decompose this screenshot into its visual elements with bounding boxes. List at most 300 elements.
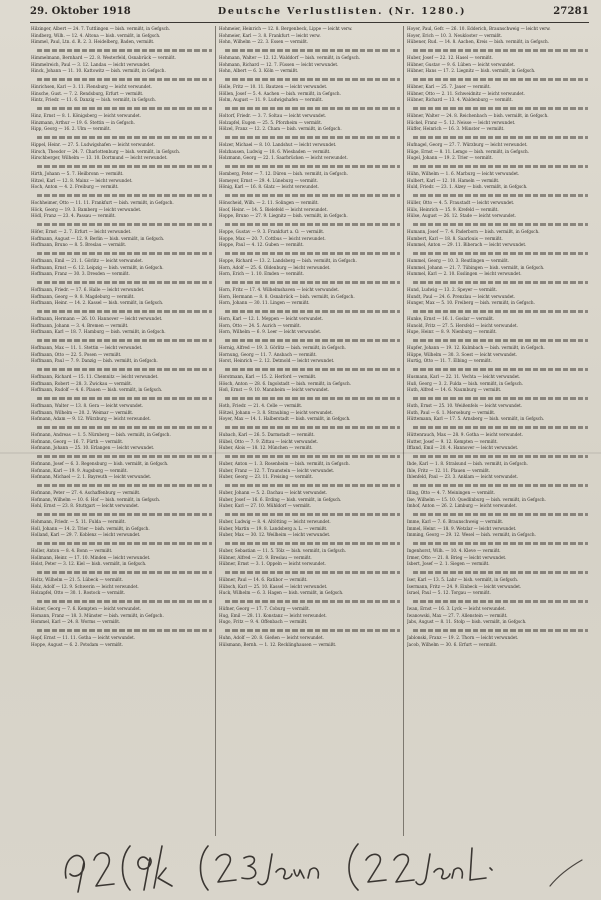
casualty-entry: Hoffmann, Otto — 22. 5. Posen — vermißt. [31,351,122,357]
print-texture [37,484,212,488]
casualty-entry: Huth, Ernst — 25. 10. Weißenfels — leicht verwundet. [407,403,523,408]
casualty-entry: Huber, Anton — 1. 3. Rosenheim — bish. vermißt, in Gefgsch. [219,461,350,466]
column-3 [403,26,591,836]
entry-continuation [31,46,212,56]
print-texture [413,223,588,227]
casualty-entry: Imme, Karl — 7. 6. Braunschweig — vermißt. [407,519,504,524]
casualty-entry: Höck, Georg — 19. 3. Bamberg — leicht verwundet. [31,206,142,212]
casualty-entry: Hoffmann, Paul — 7. 9. Danzig — bish. vermißt, in Gefgsch. [31,358,158,363]
casualty-entry: Holzmann, Georg — 22. 1. Saarbrücken — leicht verwundet. [219,155,348,160]
casualty-entry: Hofmann, Michael — 2. 1. Bayreuth — leicht verwundet. [31,474,152,479]
header-title: Deutsche Verlustlisten. (Nr. 1280.) [217,6,467,17]
casualty-entry: Hitzel, Karl — 12. 8. Mainz — leicht verwundet. [31,177,133,183]
casualty-entry: Holle, Fritz — 10. 11. Bautzen — leicht verwundet. [219,84,328,89]
casualty-entry: Hoffmann, Max — 11. 1. Stettin — leicht verwundet. [31,345,143,350]
print-texture [413,629,588,633]
casualty-entry: Hübner, Gustav — 9. 6. Lüben — leicht verwundet. [407,61,516,67]
casualty-entry: Huber, Georg — 23. 11. Freising — vermißt. [219,474,313,479]
print-texture [37,455,212,459]
casualty-entry: Humbert, Karl — 18. 8. Saarlouis — vermißt. [407,235,503,241]
margin-pencil-mark [546,858,586,888]
print-texture [37,310,212,314]
entry-continuation [407,423,588,433]
casualty-entry: Hugel, Johann — 19. 2. Trier — vermißt. [407,155,493,160]
casualty-entry: Hülsmann, Bernh. — 1. 12. Recklinghausen — vermißt. [219,641,337,647]
entry-continuation [219,481,400,491]
entry-continuation [407,220,588,230]
casualty-entry: Holl, Johann — 14. 2. Trier — bish. vermißt, in Gefgsch. [31,525,150,531]
print-texture [225,78,400,82]
casualty-entry: Hunold, Fritz — 27. 5. Hersfeld — leicht verwundet. [407,322,518,328]
print-texture [225,513,400,517]
casualty-entry: Hofmann, Peter — 27. 4. Aschaffenburg — vermißt. [31,490,141,495]
print-texture [413,49,588,53]
casualty-entry: Hoffmann, Richard — 15. 11. Chemnitz — leicht verwundet. [31,374,159,379]
casualty-entry: Jablonski, Franz — 19. 2. Thorn — leicht verwundet. [407,635,519,640]
casualty-entry: Hüppe, Wilhelm — 30. 3. Soest — leicht verwundet. [407,351,518,357]
entry-continuation [219,423,400,433]
print-texture [225,339,400,343]
casualty-entry: Hüttenrauch, Max — 28. 9. Gotha — leicht verwundet. [407,432,523,437]
casualty-entry: Hoppe, Paul — 4. 12. Guben — vermißt. [219,242,304,247]
header-date: 29. Oktober 1918 [30,6,131,17]
entry-continuation [31,307,212,317]
casualty-entry: Isbert, Josef — 2. 1. Siegen — vermißt. [407,561,490,566]
print-texture [413,339,588,343]
casualty-entry: Hoffmann, August — 12. 9. Berlin — bish. vermißt, in Gefgsch. [31,235,165,241]
entry-continuation [407,278,588,288]
print-texture [225,426,400,430]
casualty-entry: Hofmann, Wilhelm — 10. 6. Hof — bish. vermißt, in Gefgsch. [31,496,161,502]
casualty-entry: Hüfner, Georg — 17. 7. Coburg — vermißt. [219,606,311,611]
casualty-entry: Hoppe, Gustav — 9. 3. Frankfurt a. O. — vermißt. [219,229,325,234]
casualty-entry: Hirsch, Theodor — 24. 7. Charlottenburg — bish. vermißt, in Gefgsch. [31,148,181,154]
entry-continuation [219,278,400,288]
casualty-entry: Hötzel, Johann — 3. 8. Straubing — leicht verwundet. [219,409,334,415]
casualty-entry: Hübel, Otto — 7. 9. Zittau — leicht verwundet. [219,438,319,444]
handwritten-annotation [58,838,498,894]
print-texture [225,194,400,198]
print-texture [225,310,400,314]
casualty-entry: Huber, Alois — 18. 12. München — vermißt. [219,445,313,450]
casualty-entry: Iser, Karl — 13. 5. Lahr — bish. vermißt, in Gefgsch. [407,577,519,582]
entry-continuation [407,626,588,636]
casualty-entry: Hunger, Max — 5. 10. Freiberg — bish. vermißt, in Gefgsch. [407,300,535,305]
print-texture [413,310,588,314]
casualty-entry: Hintz, Friedr. — 11. 6. Danzig — bish. vermißt, in Gefgsch. [31,97,157,102]
entry-continuation [407,336,588,346]
casualty-entry: Hofmann, Josef — 6. 3. Regensburg — bish. vermißt, in Gefgsch. [31,461,169,466]
entry-continuation [219,568,400,578]
casualty-entry: Hoch, Anton — 4. 2. Freiburg — vermißt. [31,184,119,189]
casualty-entry: Huber, Karl — 27. 10. Mühldorf — vermißt. [219,503,312,508]
print-texture [225,252,400,256]
casualty-entry: Hoof, Heinr. — 14. 5. Bielefeld — leicht verwundet. [219,206,328,212]
print-texture [225,600,400,604]
casualty-entry: Horn, Otto — 24. 5. Aurich — vermißt. [219,322,301,328]
casualty-entry: Huber, Franz — 12. 7. Traunstein — leicht verwundet. [219,467,335,473]
casualty-entry: Hübner, Otto — 2. 11. Schweidnitz — leicht verwundet. [407,90,525,96]
casualty-entry: Hunke, Ernst — 16. 1. Goslar — vermißt. [407,316,495,321]
casualty-entry: Homann, Franz — 18. 3. Münster — bish. vermißt, in Gefgsch. [31,612,164,618]
print-texture [37,368,212,372]
casualty-entry: Holz, Adolf — 12. 9. Schwerin — leicht verwundet. [31,583,139,589]
casualty-entry: Holzapfel, Eugen — 25. 5. Pforzheim — vermißt. [219,119,323,125]
casualty-entry: Hüffer, Heinrich — 16. 3. Münster — vermißt. [407,126,505,131]
casualty-entry: Holzapfel, Otto — 30. 1. Rostock — vermißt. [31,590,126,595]
casualty-entry: Hüls, Heinrich — 15. 9. Krefeld — vermißt. [407,206,499,212]
print-texture [413,397,588,401]
entry-continuation [407,568,588,578]
casualty-entry: Hohn, Albert — 6. 3. Köln — vermißt. [219,68,299,73]
print-texture [413,107,588,111]
casualty-entry: Horn, Karl — 12. 1. Meppen — leicht verwundet. [219,316,324,321]
casualty-entry: Hofmann, Karl — 19. 9. Augsburg — vermißt. [31,467,128,473]
casualty-entry: Hirschberger, Wilhelm — 13. 10. Dortmund — leicht verwundet. [31,155,168,160]
casualty-entry: Himmelmann, Bernhard — 22. 8. Westerfeld, Osnabrück — vermißt. [31,55,176,60]
casualty-entry: Hofmann, Johann — 25. 10. Erlangen — leicht verwundet. [31,445,155,450]
casualty-entry: Ihde, Karl — 1. 8. Stralsund — bish. vermißt, in Gefgsch. [407,461,528,466]
casualty-entry: Hüttemann, Karl — 17. 5. Arnsberg — bish. vermißt, in Gefgsch. [407,416,545,421]
casualty-entry: Hornig, Alfred — 19. 3. Görlitz — bish. vermißt, in Gefgsch. [219,345,346,350]
casualty-entry: Hofmann, Andreas — 1. 5. Nürnberg — bish. vermißt, in Gefgsch. [31,432,171,437]
casualty-entry: Horst, Heinrich — 2. 12. Detmold — leicht verwundet. [219,358,335,363]
entry-continuation [31,481,212,491]
casualty-entry: Huber, Martin — 19. 8. Landsberg a. L. — vermißt. [219,525,328,531]
print-texture [413,571,588,575]
entry-continuation [31,191,212,201]
entry-continuation [407,365,588,375]
casualty-entry: Hübsch, Karl — 25. 10. Kassel — leicht verwundet. [219,583,328,589]
entry-continuation [31,162,212,172]
entry-continuation [407,394,588,404]
casualty-entry: Hoth, Friedr. — 21. 4. Celle — vermißt. [219,403,303,408]
casualty-entry: Hurtig, Otto — 11. 7. Elbing — vermißt. [407,358,492,363]
entry-continuation [31,597,212,607]
casualty-entry: Hochheimer, Otto — 11. 11. Frankfurt — bish. vermißt, in Gefgsch. [31,200,174,205]
casualty-entry: Isermann, Fritz — 24. 9. Einbeck — leicht verwundet. [407,583,522,589]
casualty-entry: Hoß, Ernst — 9. 10. Mannheim — leicht verwundet. [219,387,330,392]
casualty-entry: Husmann, Karl — 22. 11. Vechta — leicht verwundet. [407,374,521,379]
casualty-entry: Hinrichsen, Karl — 3. 11. Flensburg — leicht verwundet. [31,84,152,89]
casualty-entry: Hinzmann, Arthur — 19. 6. Stettin — in Gefgsch. [31,119,135,125]
casualty-entry: Hückel, Franz — 5. 12. Neisse — leicht verwundet. [407,119,516,125]
casualty-entry: Höfer, Ernst — 2. 7. Erfurt — leicht verwundet. [31,229,132,234]
casualty-entry: Hoppe, August — 6. 2. Potsdam — vermißt. [31,641,124,647]
casualty-entry: Hoffmann, Bruno — 8. 5. Breslau — vermißt. [31,242,127,247]
print-texture [225,107,400,111]
entry-continuation [219,539,400,549]
casualty-entry: Holler, Anton — 8. 4. Bonn — vermißt. [31,548,113,553]
casualty-entry: Hoffmann, Ernst — 6. 12. Leipzig — bish. vermißt, in Gefgsch. [31,264,164,270]
casualty-entry: Ingenhorst, Wilh. — 10. 4. Kleve — vermißt. [407,548,501,553]
casualty-entry: Irmer, Otto — 21. 8. Brieg — leicht verwundet. [407,554,507,560]
casualty-entry: Ihlenfeld, Paul — 23. 3. Anklam — leicht verwundet. [407,474,519,479]
casualty-entry: Huber, Max — 30. 12. Weilheim — leicht verwundet. [219,532,331,537]
casualty-entry: Holtorf, Friedr. — 3. 7. Soltau — leicht verwundet. [219,113,327,118]
casualty-entry: Hohl, Ernst — 23. 8. Stuttgart — leicht verwundet. [31,503,140,508]
casualty-entry: Immel, Heinr. — 18. 9. Wetzlar — leicht verwundet. [407,525,517,531]
casualty-entry: Ihle, Fritz — 12. 11. Plauen — vermißt. [407,467,491,473]
casualty-entry: Hundt, Paul — 24. 6. Prenzlau — leicht verwundet. [407,293,516,299]
entry-continuation [407,46,588,56]
print-texture [225,455,400,459]
print-texture [225,165,400,169]
casualty-entry: Hübner, Walter — 24. 8. Reichenbach — bish. vermißt, in Gefgsch. [407,113,549,118]
casualty-entry: Huck, Wilhelm — 6. 3. Hagen — bish. vermißt, in Gefgsch. [219,590,344,595]
entry-continuation [407,104,588,114]
print-texture [37,281,212,285]
casualty-entry: Hipp, Georg — 16. 2. Ulm — vermißt. [31,126,111,131]
casualty-entry: Huß, Georg — 3. 2. Fulda — bish. vermißt, in Gefgsch. [407,380,524,386]
casualty-entry: Hoffmann, Johann — 3. 4. Bremen — vermißt. [31,322,129,328]
print-texture [413,542,588,546]
print-texture [413,484,588,488]
casualty-entry: Hoyer, Erich — 10. 3. Neukloster — vermißt. [407,32,503,38]
entry-continuation [407,162,588,172]
page-header [30,6,589,23]
casualty-entry: Hindberg, Wilh. — 12. 4. Altona — bish. vermißt, in Gefgsch. [31,32,161,38]
print-texture [413,513,588,517]
casualty-entry: Humann, Josef — 7. 4. Paderborn — bish. vermißt, in Gefgsch. [407,229,540,234]
casualty-entry: Hinsche, Gust. — 7. 2. Rendsburg, Erfurt — vermißt. [31,90,144,96]
casualty-entry: Horn, Johann — 30. 11. Lingen — vermißt. [219,300,310,305]
casualty-entry: Hufnagel, Georg — 27. 7. Würzburg — leicht verwundet. [407,142,528,147]
casualty-entry: Hofmann, Adam — 9. 12. Würzburg — leicht verwundet. [31,416,151,421]
casualty-entry: Hübner, Hans — 17. 2. Liegnitz — bish. vermißt, in Gefgsch. [407,68,536,73]
casualty-entry: Huld, Friedr. — 23. 1. Alzey — bish. vermißt, in Gefgsch. [407,184,528,189]
casualty-entry: Hoffmann, Rudolf — 4. 6. Plauen — bish. vermißt, in Gefgsch. [31,387,163,392]
casualty-list-columns [28,26,591,836]
casualty-entry: Huber, Josef — 22. 12. Hasel — vermißt. [407,55,493,60]
casualty-entry: Hohn, Wilhelm — 22. 3. Essen — vermißt. [219,39,309,44]
casualty-entry: Holtz, Wilhelm — 21. 5. Lübeck — vermißt. [31,577,123,582]
casualty-entry: Hoffmann, Robert — 28. 3. Zwickau — vermißt. [31,380,133,386]
casualty-entry: Hoffmann, Heinr. — 14. 2. Kassel — bish. vermißt, in Gefgsch. [31,300,164,305]
entry-continuation [31,510,212,520]
casualty-entry: Hoffmann, Georg — 9. 8. Magdeburg — vermißt. [31,293,135,299]
entry-continuation [31,133,212,143]
print-texture [37,194,212,198]
casualty-entry: Hippel, Heinr. — 27. 5. Ludwigshafen — leicht verwundet. [31,142,155,147]
casualty-entry: Hübner, Richard — 13. 4. Waldenburg — vermißt. [407,97,513,102]
entry-continuation [407,191,588,201]
entry-continuation [219,133,400,143]
header-page-number: 27281 [553,6,589,17]
casualty-entry: Huth, Alfred — 14. 6. Naumburg — vermißt. [407,387,502,392]
print-texture [225,629,400,633]
entry-continuation [219,162,400,172]
casualty-entry: Hummel, Georg — 10. 3. Reutlingen — vermißt. [407,258,510,263]
casualty-entry: Hoppe, Max — 20. 7. Cottbus — leicht verwundet. [219,235,326,241]
print-texture [225,281,400,285]
casualty-entry: Hinz, Ernst — 8. 1. Königsberg — leicht verwundet. [31,113,141,118]
entry-continuation [407,510,588,520]
casualty-entry: Hupe, Heinr. — 8. 9. Nienburg — vermißt. [407,329,497,334]
print-texture [225,542,400,546]
casualty-entry: Himmelreich, Paul — 3. 12. Landau — leicht verwundet. [31,61,151,67]
casualty-entry: Hübner, Ernst — 3. 1. Oppeln — leicht verwundet. [219,561,326,566]
casualty-entry: Hübener, Rud. — 14. 8. Aachen, Kreis — bish. vermißt, in Gefgsch. [407,39,550,44]
print-texture [225,368,400,372]
print-texture [37,513,212,517]
entry-continuation [407,307,588,317]
casualty-entry: Ilse, Wilhelm — 15. 10. Quedlinburg — bish. vermißt, in Gefgsch. [407,496,546,502]
casualty-entry: Hug, Emil — 28. 11. Konstanz — leicht verwundet. [219,612,327,618]
casualty-entry: Huber, Sebastian — 11. 5. Tölz — bish. vermißt, in Gefgsch. [219,548,347,553]
casualty-entry: Hulbert, Karl — 12. 10. Hameln — vermißt. [407,177,500,183]
print-texture [413,455,588,459]
casualty-entry: Hoffmann, Walter — 13. 8. Gera — leicht verwundet. [31,403,144,408]
casualty-entry: Horstmann, Karl — 15. 2. Herford — vermißt. [219,374,317,379]
casualty-entry: Hofmann, Georg — 16. 7. Fürth — vermißt. [31,438,124,444]
casualty-entry: Homeyer, Ernst — 29. 4. Lüneburg — vermißt. [219,177,318,183]
entry-continuation [219,220,400,230]
casualty-entry: Horn, Wilhelm — 6. 9. Leer — leicht verwundet. [219,329,322,334]
print-texture [37,397,212,401]
print-texture [225,484,400,488]
casualty-entry: Hohmann, Friedr. — 5. 11. Fulda — vermißt. [31,519,126,524]
casualty-entry: Horn, Hermann — 8. 8. Osnabrück — bish. vermißt, in Gefgsch. [219,293,355,299]
casualty-entry: Hösch, Anton — 28. 6. Ingolstadt — bish. vermißt, in Gefgsch. [219,380,352,386]
paper-fold [0,452,601,454]
casualty-entry: Jabs, August — 8. 11. Stolp — bish. vermißt, in Gefgsch. [407,619,527,624]
casualty-entry: Hoffmann, Karl — 18. 7. Hamburg — bish. vermißt, in Gefgsch. [31,329,166,334]
entry-continuation [407,249,588,259]
casualty-entry: Huber, Johann — 5. 2. Dachau — leicht verwundet. [219,490,328,495]
casualty-entry: Huhn, Adolf — 20. 8. Gießen — leicht verwundet. [219,635,324,640]
casualty-entry: Hödl, Franz — 23. 4. Passau — vermißt. [31,213,116,218]
print-texture [413,194,588,198]
entry-continuation [31,104,212,114]
casualty-entry: Israel, Paul — 5. 12. Torgau — vermißt. [407,590,491,595]
print-texture [37,571,212,575]
entry-continuation [219,597,400,607]
entry-continuation [407,597,588,607]
casualty-entry: Hönig, Karl — 16. 8. Glatz — leicht verwundet. [219,184,319,189]
print-texture [37,426,212,430]
print-texture [37,78,212,82]
casualty-entry: Holland, Karl — 29. 7. Koblenz — leicht verwundet. [31,532,141,537]
print-texture [37,252,212,256]
casualty-entry: Imming, Georg — 29. 12. Wesel — bish. vermißt, in Gefgsch. [407,532,536,537]
entry-continuation [219,510,400,520]
casualty-entry: Horn, Fritz — 17. 4. Wilhelmshaven — leicht verwundet. [219,287,340,292]
column-1 [28,26,215,836]
casualty-entry: Huth, Paul — 6. 1. Merseburg — vermißt. [407,409,496,415]
print-texture [413,281,588,285]
print-texture [37,223,212,227]
entry-continuation [31,75,212,85]
casualty-entry: Hummel, Anton — 29. 11. Biberach — leicht verwundet. [407,242,527,247]
casualty-entry: Hüller, Otto — 4. 5. Fraustadt — leicht verwundet. [407,200,515,205]
entry-continuation [407,539,588,549]
print-texture [413,252,588,256]
casualty-entry: Horn, Adolf — 25. 6. Oldenburg — leicht verwundet. [219,264,331,270]
casualty-entry: Hollmann, Heinr. — 17. 10. Minden — leicht verwundet. [31,554,151,560]
casualty-entry: Hund, Ludwig — 13. 2. Speyer — vermißt. [407,287,498,292]
entry-continuation [219,336,400,346]
print-texture [37,542,212,546]
entry-continuation [219,365,400,375]
casualty-entry: Hohmeier, Karl — 3. 8. Frankfurt — leicht verw. [219,32,321,38]
print-texture [225,571,400,575]
casualty-entry: Hoppe, Bruno — 27. 9. Liegnitz — bish. vermißt, in Gefgsch. [219,213,348,218]
casualty-entry: Hohmann, Walter — 12. 12. Walddorf — bish. vermißt, in Gefgsch. [219,55,360,60]
casualty-entry: Hohmann, Richard — 12. 7. Füssen — leicht verwundet. [219,61,339,67]
casualty-entry: Iwanowski, Max — 27. 7. Allenstein — vermißt. [407,612,508,618]
print-texture [225,223,400,227]
casualty-entry: Holst, Peter — 3. 12. Kiel — bish. vermißt, in Gefgsch. [31,561,147,566]
casualty-entry: Himmel, Paul, Ltn. d. R. 2. 3. Heidelberg, Baden, vermißt. [31,39,155,44]
casualty-entry: Illing, Otto — 4. 7. Meiningen — vermißt. [407,490,496,495]
print-texture [225,397,400,401]
casualty-entry: Hoffmann, Franz — 30. 3. Dresden — vermißt. [31,271,130,276]
casualty-entry: Hoffmann, Wilhelm — 20. 2. Weimar — vermißt. [31,409,134,415]
casualty-entry: Hinck, Johann — 11. 10. Kattowitz — bish. vermißt, in Gefgsch. [31,68,166,73]
casualty-entry: Hönscheid, Wilh. — 2. 11. Solingen — vermißt. [219,200,319,205]
entry-continuation [219,191,400,201]
print-texture [413,426,588,430]
print-texture [37,107,212,111]
entry-continuation [219,249,400,259]
casualty-entry: Hoyer, Max — 14. 1. Halberstadt — bish. vermißt, in Gefgsch. [219,416,351,421]
print-texture [37,339,212,343]
print-texture [413,136,588,140]
casualty-entry: Hühn, Wilhelm — 1. 6. Marburg — leicht verwundet. [407,171,520,176]
casualty-entry: Hupfer, Johann — 19. 12. Kulmbach — bish. vermißt, in Gefgsch. [407,345,545,350]
entry-continuation [219,104,400,114]
casualty-entry: Hübner, Alfred — 22. 9. Breslau — vermißt. [219,554,312,560]
casualty-entry: Hummel, Johann — 21. 7. Tübingen — bish. vermißt, in Gefgsch. [407,264,545,270]
column-2 [215,26,403,836]
casualty-entry: Hubach, Karl — 26. 5. Darmstadt — vermißt. [219,432,315,437]
casualty-entry: Hoffmann, Friedr. — 17. 6. Halle — leicht verwundet. [31,287,145,292]
casualty-entry: Holzer, Georg — 7. 6. Kempten — leicht verwundet. [31,606,141,611]
casualty-entry: Hölzel, Franz — 12. 2. Cham — bish. vermißt, in Gefgsch. [219,126,342,131]
casualty-entry: Hugo, Fritz — 9. 4. Offenbach — vermißt. [219,619,308,624]
casualty-entry: Hopf, Ernst — 11. 11. Gotha — leicht verwundet. [31,635,136,640]
entry-continuation [31,394,212,404]
entry-continuation [407,133,588,143]
print-texture [37,629,212,633]
print-texture [37,136,212,140]
print-texture [37,165,212,169]
entry-continuation [31,539,212,549]
casualty-entry: Huber, Josef — 16. 6. Erding — bish. vermißt, in Gefgsch. [219,496,342,502]
casualty-entry: Hoyer, Paul, Gefr. — 26. 10. Edderich, Braunschweig — leicht verw. [407,26,551,31]
entry-continuation [219,75,400,85]
casualty-entry: Homberg, Peter — 7. 12. Düren — bish. vermißt, in Gefgsch. [219,171,348,176]
casualty-entry: Jacob, Wilhelm — 30. 6. Erfurt — vermißt. [407,641,497,647]
print-texture [413,165,588,169]
print-texture [413,78,588,82]
casualty-entry: Iffland, Emil — 20. 4. Hannover — leicht verwundet. [407,445,519,450]
casualty-entry: Holzer, Michael — 8. 10. Landshut — leicht verwundet. [219,142,337,147]
print-texture [37,49,212,53]
entry-continuation [219,307,400,317]
casualty-entry: Hübner, Karl — 25. 7. Jauer — vermißt. [407,84,491,89]
casualty-entry: Hutter, Josef — 9. 12. Kempten — vermißt. [407,438,498,444]
entry-continuation [31,423,212,433]
entry-continuation [31,568,212,578]
entry-continuation [31,220,212,230]
print-texture [413,600,588,604]
casualty-entry: Höllen, Josef — 5. 4. Aachen — bish. vermißt, in Gefgsch. [219,90,341,96]
entry-continuation [407,75,588,85]
casualty-entry: Horn, Erich — 1. 10. Emden — vermißt. [219,271,304,276]
entry-continuation [31,336,212,346]
